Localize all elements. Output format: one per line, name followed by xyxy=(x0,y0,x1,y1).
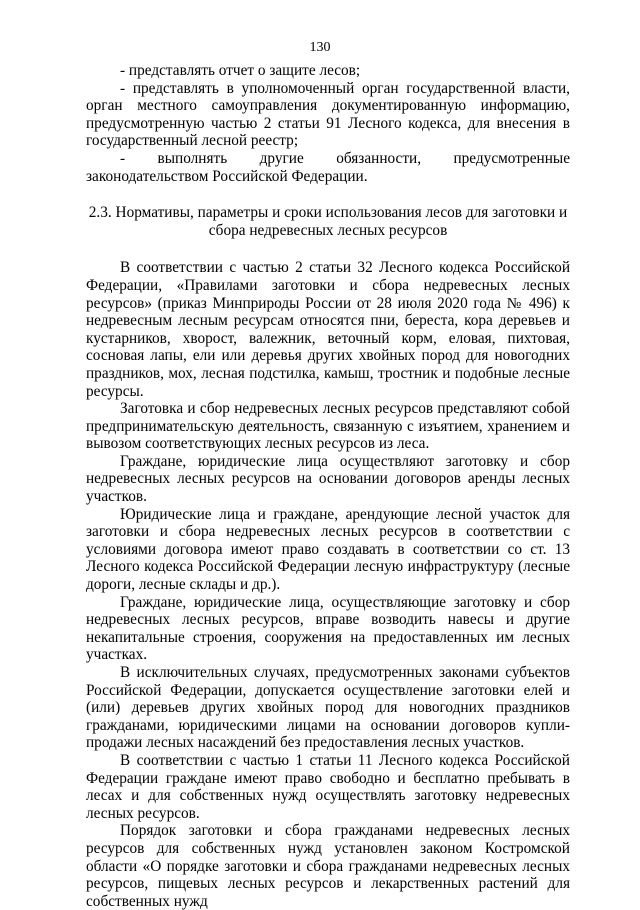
paragraph: Граждане, юридические лица, осуществляющие заготовку и сбор недревесных лесных ресурсов, вправе возводить навесы и другие некапитальные строения, сооружения на предоставленных им лесных участках. xyxy=(86,593,570,664)
page-number: 130 xyxy=(309,40,331,55)
page-content xyxy=(86,62,570,910)
paragraph: Порядок заготовки и сбора гражданами недревесных лесных ресурсов для собственных нужд установлен законом Костромской области «О порядке заготовки и сбора гражданами недревесных лесных ресурсов, пищевых лесных ресурсов и лекарственных растений для собственных нужд xyxy=(86,822,570,910)
paragraph: Заготовка и сбор недревесных лесных ресурсов представляют собой предпринимательскую деятельность, связанную с изъятием, хранением и вывозом соответствующих лесных ресурсов из леса. xyxy=(86,400,570,453)
paragraph: В исключительных случаях, предусмотренных законами субъектов Российской Федерации, допускается осуществление заготовки елей и (или) деревьев других хвойных пород для новогодних праздников гражданами, юридическими лицами на основании договоров купли-продажи лесных насаждений без предоставления лесных участков. xyxy=(86,664,570,752)
paragraph: В соответствии с частью 2 статьи 32 Лесного кодекса Российской Федерации, «Правилами заготовки и сбора недревесных лесных ресурсов» (приказ Минприроды России от 28 июля 2020 года № 496) к недревесным лесным ресурсам относятся пни, береста, кора деревьев и кустарников, хворост, валежник, веточный корм, еловая, пихтовая, сосновая лапы, ели или деревья других хвойных пород для новогодних праздников, мох, лесная подстилка, камыш, тростник и подобные лесные ресурсы. xyxy=(86,259,570,400)
paragraph: Граждане, юридические лица осуществляют заготовку и сбор недревесных лесных ресурсов на основании договоров аренды лесных участков. xyxy=(86,452,570,506)
paragraph: Юридические лица и граждане, арендующие лесной участок для заготовки и сбора недревесных лесных ресурсов в соответствии с условиями договора имеют право создавать в соответствии со ст. 13 Лесного кодекса Российской Федерации лесную инфраструктуру (лесные дороги, лесные склады и др.). xyxy=(86,505,570,594)
list-item: - представлять отчет о защите лесов; xyxy=(120,62,361,79)
section-heading-block xyxy=(86,204,570,239)
section-heading: 2.3. Нормативы, параметры и сроки использования лесов для заготовки и сбора недревесных лесных ресурсов xyxy=(88,204,568,239)
list-item: - выполнять другие обязанности, предусмотренные законодательством Российской Федерации. xyxy=(86,149,570,185)
paragraph: В соответствии с частью 1 статьи 11 Лесного кодекса Российской Федерации граждане имеют право свободно и бесплатно пребывать в лесах и для собственных нужд осуществлять заготовку недревесных лесных ресурсов. xyxy=(86,751,570,822)
list-item: - представлять в уполномоченный орган государственной власти, орган местного самоуправления документированную информацию, предусмотренную частью 2 статьи 91 Лесного кодекса, для внесения в государственный лесной реестр; xyxy=(86,79,570,150)
